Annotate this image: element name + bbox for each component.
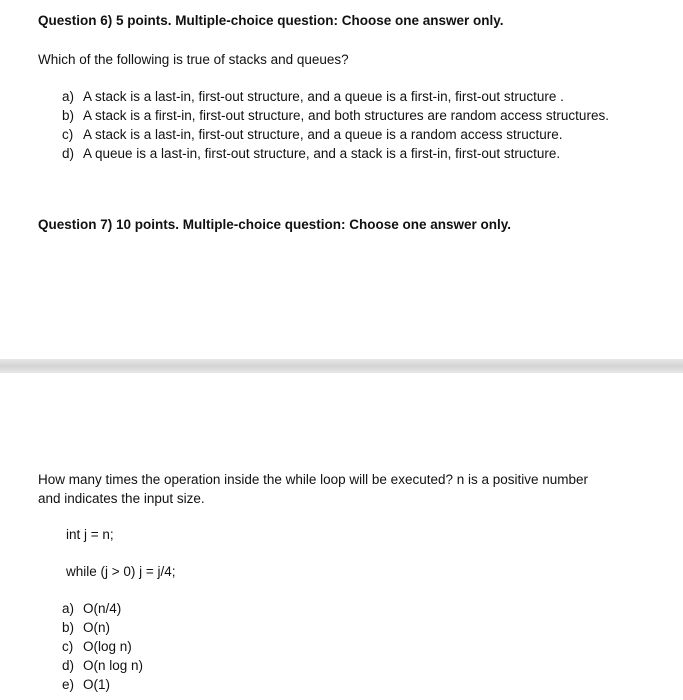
- question-6-option-d: [62, 144, 609, 163]
- question-6-option-b: [62, 106, 609, 125]
- question-7-prompt-line-1: How many times the operation inside the while loop will be executed? n is a positive number: [38, 472, 589, 487]
- option-text: A stack is a last-in, first-out structure, and a queue is a random access structure.: [83, 127, 563, 142]
- option-letter: c): [62, 639, 74, 654]
- option-letter: e): [62, 677, 75, 692]
- image-area-divider: [0, 359, 683, 373]
- question-6-option-c: [62, 125, 609, 144]
- option-letter: c): [62, 127, 74, 142]
- question-6-option-a: [62, 87, 609, 106]
- option-text: O(n log n): [83, 658, 144, 673]
- question-7-option-b: [62, 618, 143, 637]
- option-letter: b): [62, 108, 75, 123]
- question-7-heading: Question 7) 10 points. Multiple-choice question: Choose one answer only.: [38, 217, 512, 232]
- question-7-prompt-line-2: and indicates the input size.: [38, 491, 205, 506]
- option-text: O(1): [83, 677, 110, 692]
- question-7-option-e: [62, 675, 143, 694]
- question-6-heading: Question 6) 5 points. Multiple-choice question: Choose one answer only.: [38, 13, 504, 28]
- question-7-options: [62, 599, 143, 694]
- option-letter: d): [62, 658, 75, 673]
- option-letter: d): [62, 146, 75, 161]
- option-text: O(n/4): [83, 601, 122, 616]
- option-text: A stack is a first-in, first-out structure, and both structures are random access structures.: [83, 108, 609, 123]
- question-6-options: [62, 87, 609, 163]
- option-letter: b): [62, 620, 75, 635]
- option-text: O(n): [83, 620, 110, 635]
- option-text: A stack is a last-in, first-out structure, and a queue is a first-in, first-out structure .: [83, 89, 564, 104]
- option-text: O(log n): [83, 639, 132, 654]
- code-line-while-loop: while (j > 0) j = j/4;: [66, 564, 176, 579]
- option-text: A queue is a last-in, first-out structure, and a stack is a first-in, first-out structure.: [83, 146, 561, 161]
- question-7-option-d: [62, 656, 143, 675]
- code-line-int-declaration: int j = n;: [66, 527, 114, 542]
- question-7-option-c: [62, 637, 143, 656]
- question-7-option-a: [62, 599, 143, 618]
- option-letter: a): [62, 601, 75, 616]
- question-6-prompt: Which of the following is true of stacks and queues?: [38, 52, 349, 67]
- option-letter: a): [62, 89, 75, 104]
